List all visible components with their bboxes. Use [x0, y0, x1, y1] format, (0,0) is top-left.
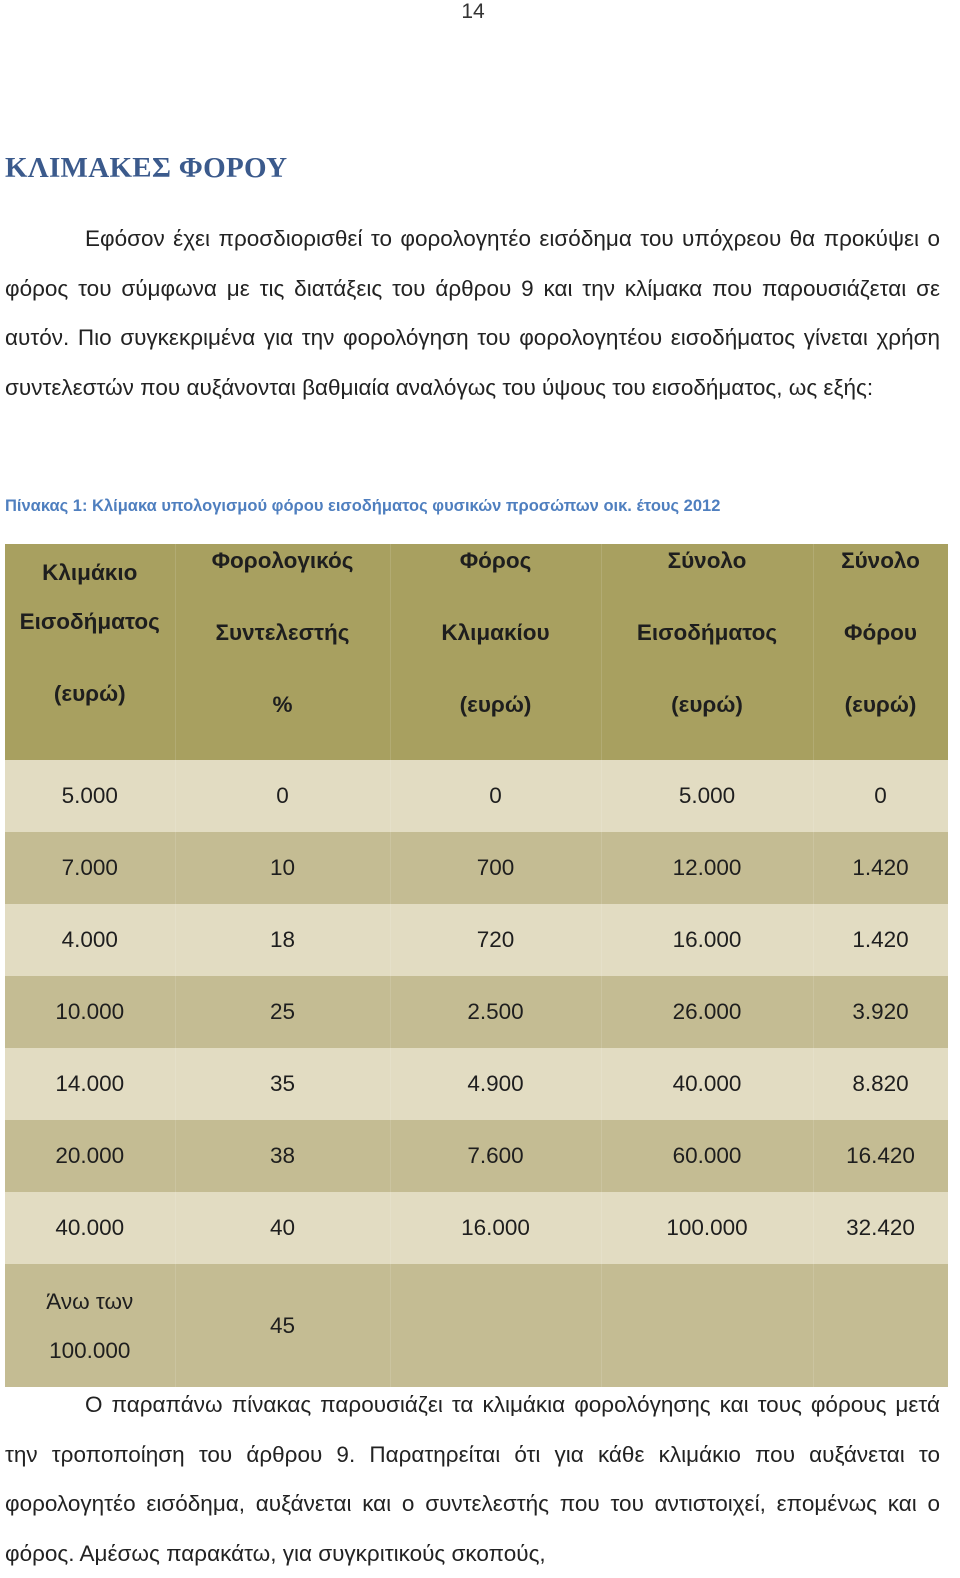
cell-total-tax: 8.820 — [813, 1048, 948, 1120]
cell-total-tax: 32.420 — [813, 1192, 948, 1264]
header-line: Φορολογικός — [211, 548, 354, 573]
cell-bracket-tax: 7.600 — [390, 1120, 601, 1192]
intro-paragraph: Εφόσον έχει προσδιορισθεί το φορολογητέο εισόδημα του υπόχρεου θα προκύψει ο φόρος του σύμφωνα με τις διατάξεις του άρθρου 9 και την κλίμακα που παρουσιάζεται σε αυτόν. Πιο συγκεκριμένα για την φορολόγηση του φορολογητέου εισοδήματος γίνεται χρήση συντελεστών που αυξάνονται βαθμιαία αναλόγως του ύψους του εισοδήματος, ως εξής: — [5, 226, 940, 400]
cell-tax-rate: 18 — [175, 904, 390, 976]
table-row — [5, 904, 948, 976]
header-line: Κλιμάκιο — [42, 560, 138, 585]
table-row — [5, 760, 948, 832]
cell-bracket-tax: 16.000 — [390, 1192, 601, 1264]
cell-total-income: 60.000 — [601, 1120, 813, 1192]
page-number: 14 — [461, 0, 485, 23]
header-income-bracket — [5, 544, 175, 760]
header-line: (ευρώ) — [459, 692, 532, 717]
summary-paragraph: Ο παραπάνω πίνακας παρουσιάζει τα κλιμάκια φορολόγησης και τους φόρους μετά την τροποποίηση του άρθρου 9. Παρατηρείται ότι για κάθε κλιμάκιο που αυξάνεται το φορολογητέο εισόδημα, αυξάνεται και ο συντελεστής που του αντιστοιχεί, επομένως και ο φόρος. Αμέσως παρακάτω, για συγκριτικούς σκοπούς, — [5, 1392, 940, 1566]
cell-total-income: 40.000 — [601, 1048, 813, 1120]
cell-total-income: 26.000 — [601, 976, 813, 1048]
table-row — [5, 832, 948, 904]
header-total-income — [601, 544, 813, 760]
header-line: (ευρώ) — [671, 692, 743, 717]
bracket-line: Άνω των — [46, 1288, 134, 1314]
header-line: Συντελεστής — [215, 620, 350, 645]
header-line: Φόρος — [459, 548, 532, 573]
table-row — [5, 1048, 948, 1120]
cell-total-income: 100.000 — [601, 1192, 813, 1264]
cell-total-income: 16.000 — [601, 904, 813, 976]
cell-total-tax: 3.920 — [813, 976, 948, 1048]
cell-total-income — [601, 1264, 813, 1387]
cell-income-bracket: 14.000 — [5, 1048, 175, 1120]
header-tax-rate — [175, 544, 390, 760]
cell-bracket-tax: 720 — [390, 904, 601, 976]
header-line: Φόρου — [844, 620, 917, 645]
cell-tax-rate: 10 — [175, 832, 390, 904]
header-line: % — [272, 692, 293, 717]
cell-total-tax: 1.420 — [813, 904, 948, 976]
bracket-line: 100.000 — [49, 1337, 131, 1363]
cell-bracket-tax: 0 — [390, 760, 601, 832]
cell-tax-rate: 38 — [175, 1120, 390, 1192]
cell-tax-rate: 0 — [175, 760, 390, 832]
section-heading: ΚΛΙΜΑΚΕΣ ΦΟΡΟΥ — [5, 152, 288, 184]
cell-total-tax: 1.420 — [813, 832, 948, 904]
cell-tax-rate: 35 — [175, 1048, 390, 1120]
header-total-tax — [813, 544, 948, 760]
cell-income-bracket: 10.000 — [5, 976, 175, 1048]
cell-total-tax: 16.420 — [813, 1120, 948, 1192]
cell-total-tax: 0 — [813, 760, 948, 832]
header-line: Εισοδήματος — [19, 609, 160, 634]
cell-income-bracket: 20.000 — [5, 1120, 175, 1192]
tax-scale-table — [5, 544, 949, 1387]
header-line: (ευρώ) — [844, 692, 917, 717]
table-row — [5, 1192, 948, 1264]
cell-bracket-tax: 700 — [390, 832, 601, 904]
cell-income-bracket: 7.000 — [5, 832, 175, 904]
header-line: (ευρώ) — [53, 681, 126, 706]
cell-bracket-tax — [390, 1264, 601, 1387]
header-line: Σύνολο — [667, 548, 747, 573]
cell-tax-rate: 25 — [175, 976, 390, 1048]
cell-total-income: 12.000 — [601, 832, 813, 904]
cell-income-bracket: 5.000 — [5, 760, 175, 832]
table-caption: Πίνακας 1: Κλίμακα υπολογισμού φόρου εισοδήματος φυσικών προσώπων οικ. έτους 2012 — [5, 497, 721, 515]
cell-tax-rate: 45 — [175, 1264, 390, 1387]
table-header-row — [5, 544, 948, 760]
cell-total-income: 5.000 — [601, 760, 813, 832]
cell-income-bracket: 40.000 — [5, 1192, 175, 1264]
table-row-top-bracket — [5, 1264, 948, 1387]
cell-total-tax — [813, 1264, 948, 1387]
table-row — [5, 976, 948, 1048]
cell-income-bracket — [5, 1264, 175, 1387]
cell-bracket-tax: 2.500 — [390, 976, 601, 1048]
header-line: Εισοδήματος — [636, 620, 778, 645]
table-row — [5, 1120, 948, 1192]
header-line: Σύνολο — [841, 548, 920, 573]
cell-bracket-tax: 4.900 — [390, 1048, 601, 1120]
header-line: Κλιμακίου — [441, 620, 550, 645]
cell-tax-rate: 40 — [175, 1192, 390, 1264]
cell-income-bracket: 4.000 — [5, 904, 175, 976]
header-bracket-tax — [390, 544, 601, 760]
